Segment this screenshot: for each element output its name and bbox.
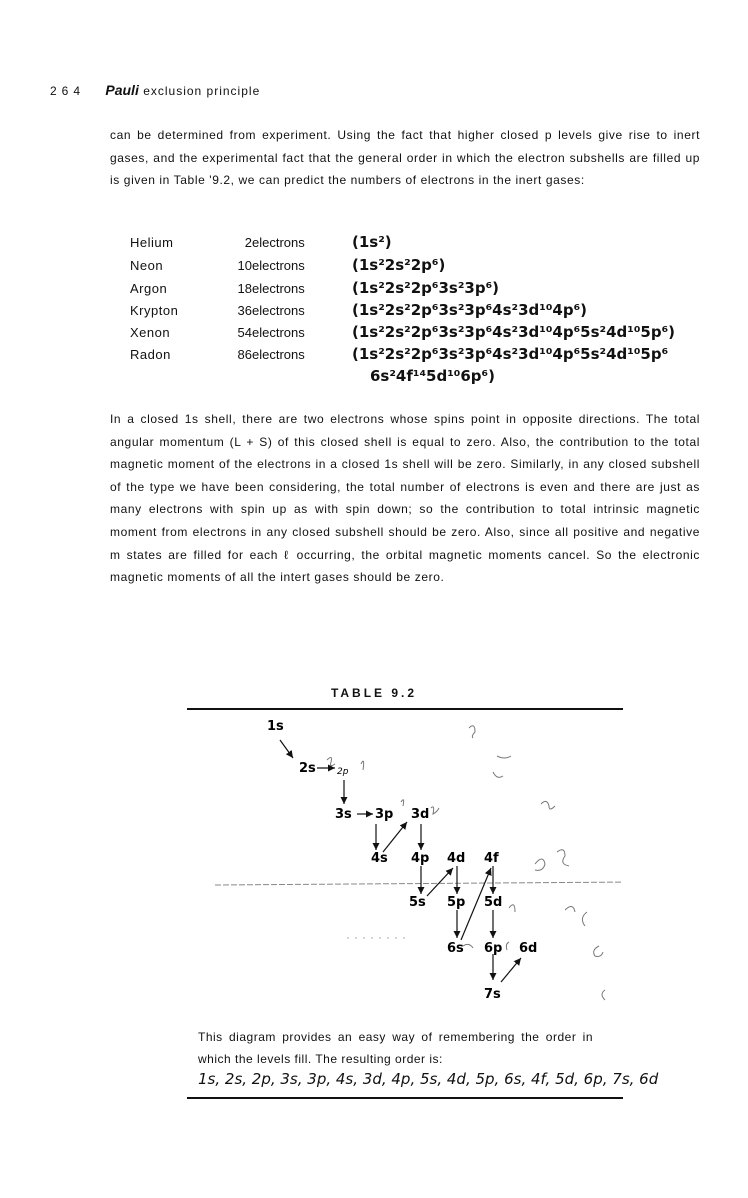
level-6p: 6p: [484, 941, 503, 956]
level-4p: 4p: [411, 851, 430, 866]
gas-name: Helium: [130, 235, 174, 250]
level-4f: 4f: [484, 851, 499, 866]
gas-name: Radon: [130, 347, 171, 362]
table-title: TABLE 9.2: [330, 686, 418, 700]
gas-config: (1s²): [352, 233, 392, 251]
gas-count: 36: [237, 303, 252, 318]
arrow: [280, 740, 293, 758]
level-5d: 5d: [484, 895, 503, 910]
level-1s: 1s: [267, 719, 284, 734]
level-4d: 4d: [447, 851, 466, 866]
gas-unit: electrons: [252, 347, 305, 362]
arrow: [427, 868, 453, 896]
page-header: [50, 82, 260, 98]
gas-config-continued: 6s²4f¹⁴5d¹⁰6p⁶): [370, 367, 495, 385]
gas-config: (1s²2s²2p⁶3s²3p⁶): [352, 279, 500, 297]
gas-unit: electrons: [252, 303, 305, 318]
fill-order: 1s, 2s, 2p, 3s, 3p, 4s, 3d, 4p, 5s, 4d, 5p, 6s, 4f, 5d, 6p, 7s, 6d: [198, 1070, 659, 1088]
level-6d: 6d: [519, 941, 538, 956]
gas-count: 2: [244, 235, 252, 250]
body-text: In a closed 1s shell, there are two electrons whose spins point in opposite directions. The total angular momentum (L + S) of this closed shell is equal to zero. Also, the contribution to the total magnetic moment of the electrons in a closed 1s shell will be zero. Similarly, in any closed subshell of the type we have been considering, the total number of electrons is even and there are just as many electrons with spin up as with spin down; so the contribution to total intrinsic magnetic moment from electrons in any closed subshell should be zero. Also, since all positive and negative m states are filled for each ℓ occurring, the orbital magnetic moments cancel. So the electronic magnetic moments of all the intert gases should be zero.: [110, 412, 700, 585]
intro-text: can be determined from experiment. Using the fact that higher closed p levels give rise to inert gases, and the experimental fact that the general order in which the electron subshells are filled up is given in Table '9.2, we can predict the numbers of electrons in the inert gases:: [110, 128, 700, 188]
pencil-marks: [327, 726, 605, 1000]
gas-unit: electrons: [252, 235, 305, 250]
gas-config: (1s²2s²2p⁶3s²3p⁶4s²3d¹⁰4p⁶5s²4d¹⁰5p⁶: [352, 345, 669, 363]
level-2s: 2s: [299, 761, 316, 776]
gas-name: Neon: [130, 258, 164, 273]
level-5s: 5s: [409, 895, 426, 910]
gas-unit: electrons: [252, 325, 305, 340]
page-number: 264: [50, 84, 86, 98]
level-3d: 3d: [411, 807, 430, 822]
gas-unit: electrons: [252, 281, 305, 296]
gas-config: (1s²2s²2p⁶3s²3p⁶4s²3d¹⁰4p⁶5s²4d¹⁰5p⁶): [352, 323, 675, 341]
gas-name: Krypton: [130, 303, 179, 318]
body-paragraph: [110, 408, 700, 589]
gas-count: 54: [237, 325, 252, 340]
aufbau-diagram: [187, 710, 623, 1010]
level-5p: 5p: [447, 895, 466, 910]
level-3p: 3p: [375, 807, 394, 822]
level-7s: 7s: [484, 987, 501, 1002]
gas-count: 86: [237, 347, 252, 362]
gas-config: (1s²2s²2p⁶): [352, 256, 446, 274]
scan-line: [215, 882, 623, 885]
level-4s: 4s: [371, 851, 388, 866]
table-bottom-rule: [187, 1097, 623, 1099]
gas-name: Xenon: [130, 325, 171, 340]
gas-unit: electrons: [252, 258, 305, 273]
table-caption: This diagram provides an easy way of remembering the order in which the levels fill. The resulting order is:: [198, 1030, 593, 1066]
arrow: [383, 822, 407, 852]
level-6s: 6s: [447, 941, 464, 956]
gas-count: 10: [237, 258, 252, 273]
level-3s: 3s: [335, 807, 352, 822]
arrow: [501, 958, 521, 982]
gas-name: Argon: [130, 281, 168, 296]
gas-count: 18: [237, 281, 252, 296]
running-title: Pauli: [105, 82, 139, 98]
level-2p: 2p: [337, 767, 349, 777]
intro-paragraph: [110, 124, 700, 192]
gas-config: (1s²2s²2p⁶3s²3p⁶4s²3d¹⁰4p⁶): [352, 301, 587, 319]
running-subtitle: exclusion principle: [143, 84, 261, 98]
